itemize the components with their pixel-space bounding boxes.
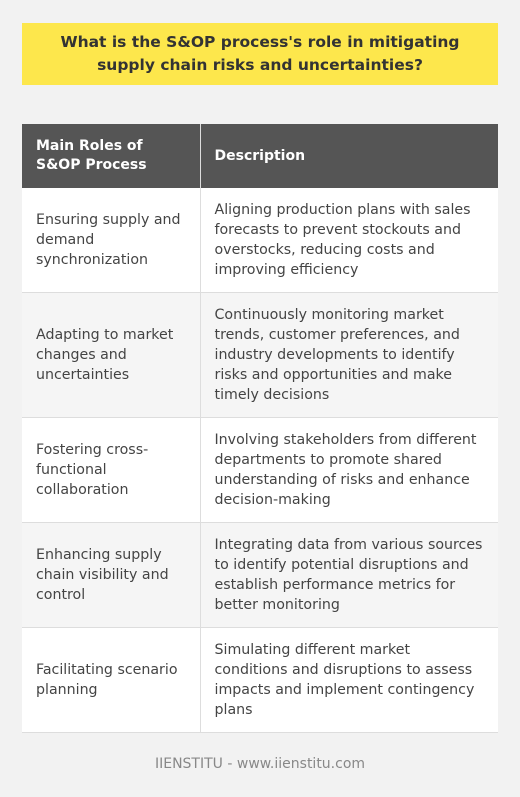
roles-table [22, 124, 498, 733]
header-main-roles: Main Roles of S&OP Process [22, 124, 200, 188]
page-title: What is the S&OP process's role in mitigating supply chain risks and uncertainties? [60, 33, 460, 74]
description-cell: Aligning production plans with sales forecasts to prevent stockouts and overstocks, reducing costs and improving efficiency [200, 188, 498, 293]
description-cell: Integrating data from various sources to identify potential disruptions and establish performance metrics for better monitoring [200, 523, 498, 628]
role-cell: Facilitating scenario planning [22, 628, 200, 733]
table-row [22, 523, 498, 628]
header-description: Description [200, 124, 498, 188]
footer-credit: IIENSTITU - www.iienstitu.com [154, 756, 366, 772]
role-cell: Enhancing supply chain visibility and control [22, 523, 200, 628]
description-cell: Involving stakeholders from different departments to promote shared understanding of risks and enhance decision-making [200, 418, 498, 523]
table-header-row [22, 124, 498, 188]
role-cell: Fostering cross-functional collaboration [22, 418, 200, 523]
role-cell: Adapting to market changes and uncertainties [22, 293, 200, 418]
description-cell: Simulating different market conditions and disruptions to assess impacts and implement contingency plans [200, 628, 498, 733]
description-cell: Continuously monitoring market trends, customer preferences, and industry developments to identify risks and opportunities and make timely decisions [200, 293, 498, 418]
table-row [22, 293, 498, 418]
table-row [22, 188, 498, 293]
table-row [22, 418, 498, 523]
title-banner [22, 23, 498, 85]
role-cell: Ensuring supply and demand synchronization [22, 188, 200, 293]
table-row [22, 628, 498, 733]
